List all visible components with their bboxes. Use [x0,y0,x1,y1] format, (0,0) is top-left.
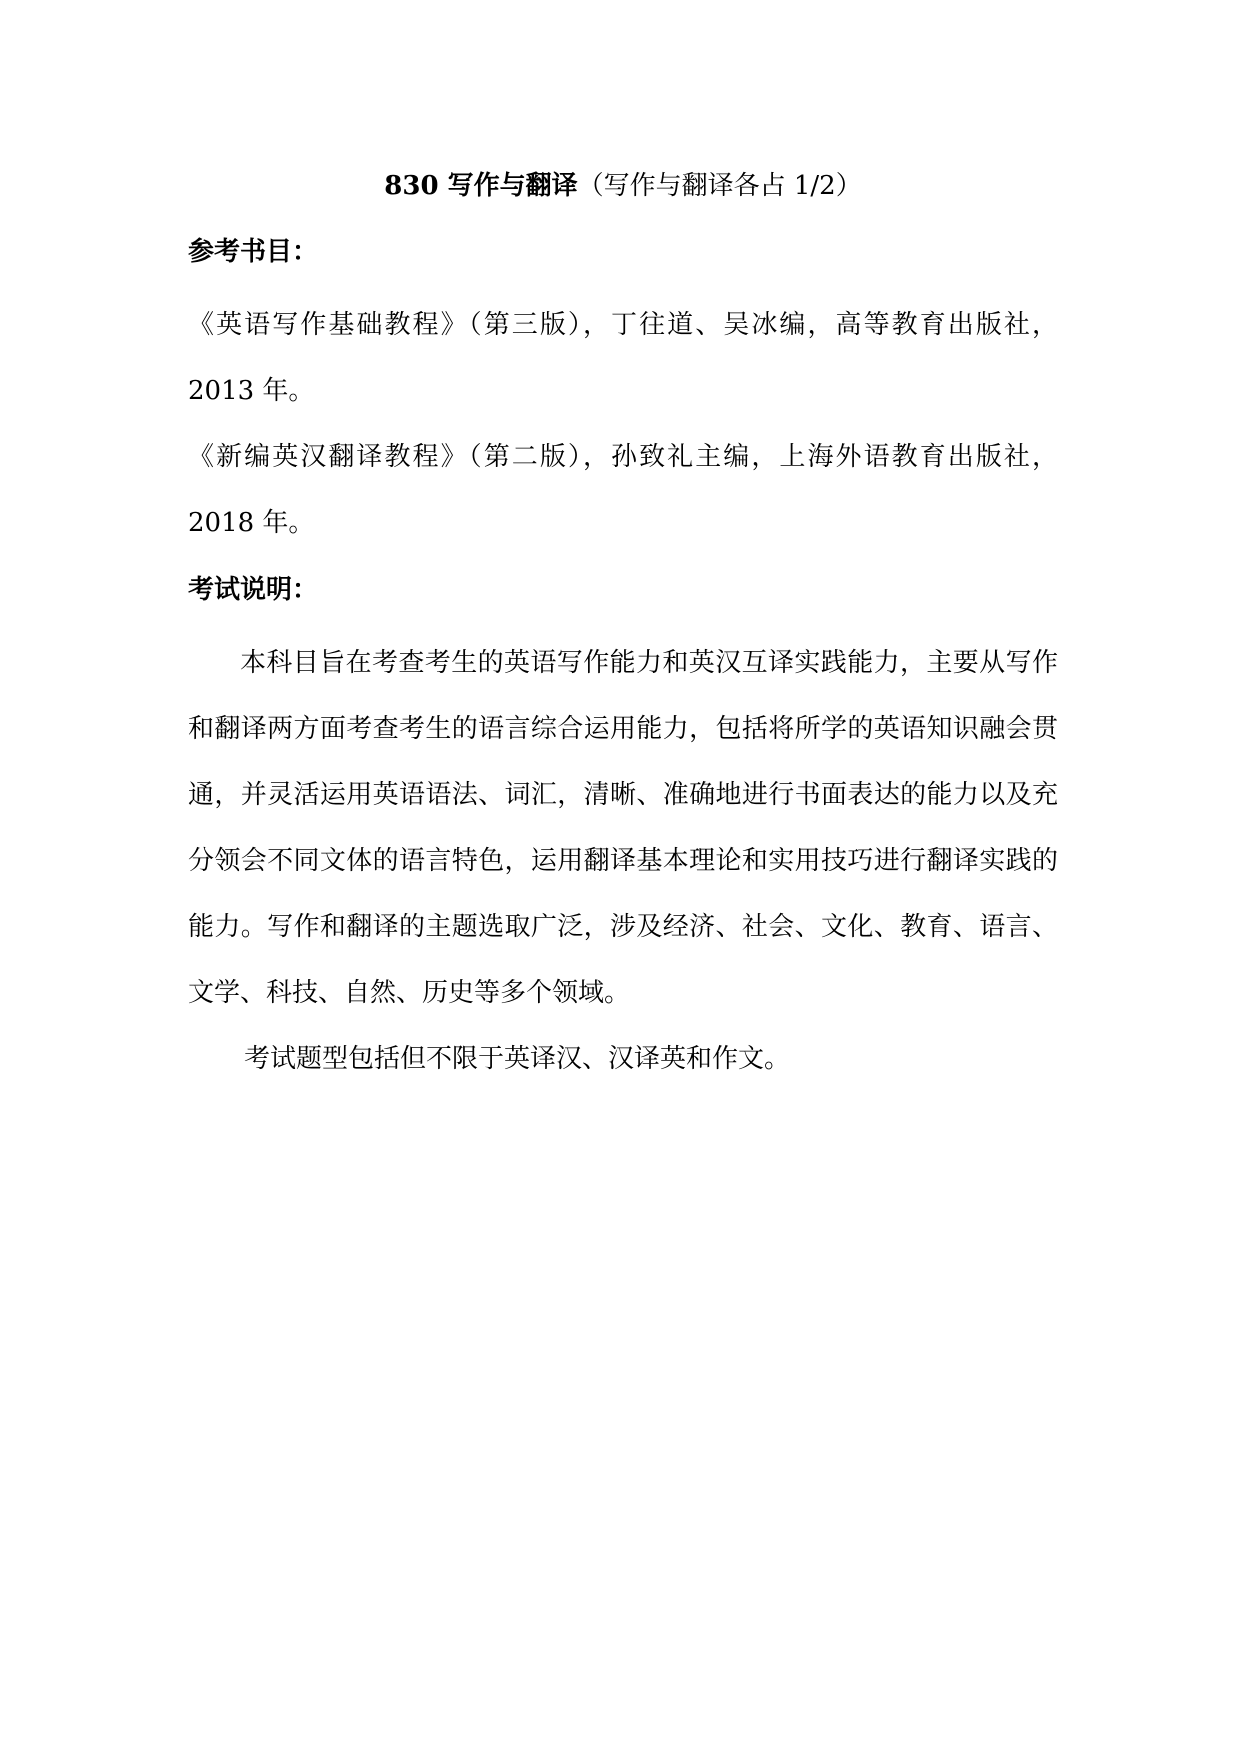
exam-description: 本科目旨在考查考生的英语写作能力和英汉互译实践能力，主要从写作和翻译两方面考查考生的语言综合运用能力，包括将所学的英语知识融会贯通，并灵活运用英语语法、词汇，清晰、准确地进行书面表达的能力以及充分领会不同文体的语言特色，运用翻译基本理论和实用技巧进行翻译实践的能力。写作和翻译的主题选取广泛，涉及经济、社会、文化、教育、语言、文学、科技、自然、历史等多个领域。 [188,648,1058,1008]
reference-item: 《新编英汉翻译教程》（第二版），孙致礼主编，上海外语教育出版社，2018 年。 [188,442,1058,538]
reference-item: 《英语写作基础教程》（第三版），丁往道、吴冰编，高等教育出版社，2013 年。 [188,310,1058,406]
exam-question-types: 考试题型包括但不限于英译汉、汉译英和作文。 [244,1044,791,1074]
document-content [188,160,1058,1092]
title-note: （写作与翻译各占 1/2） [577,171,862,201]
title-subject: 830 写作与翻译 [384,171,578,201]
document-title [188,160,1058,212]
exam-heading: 考试说明： [188,575,319,605]
references-heading: 参考书目： [188,237,319,267]
